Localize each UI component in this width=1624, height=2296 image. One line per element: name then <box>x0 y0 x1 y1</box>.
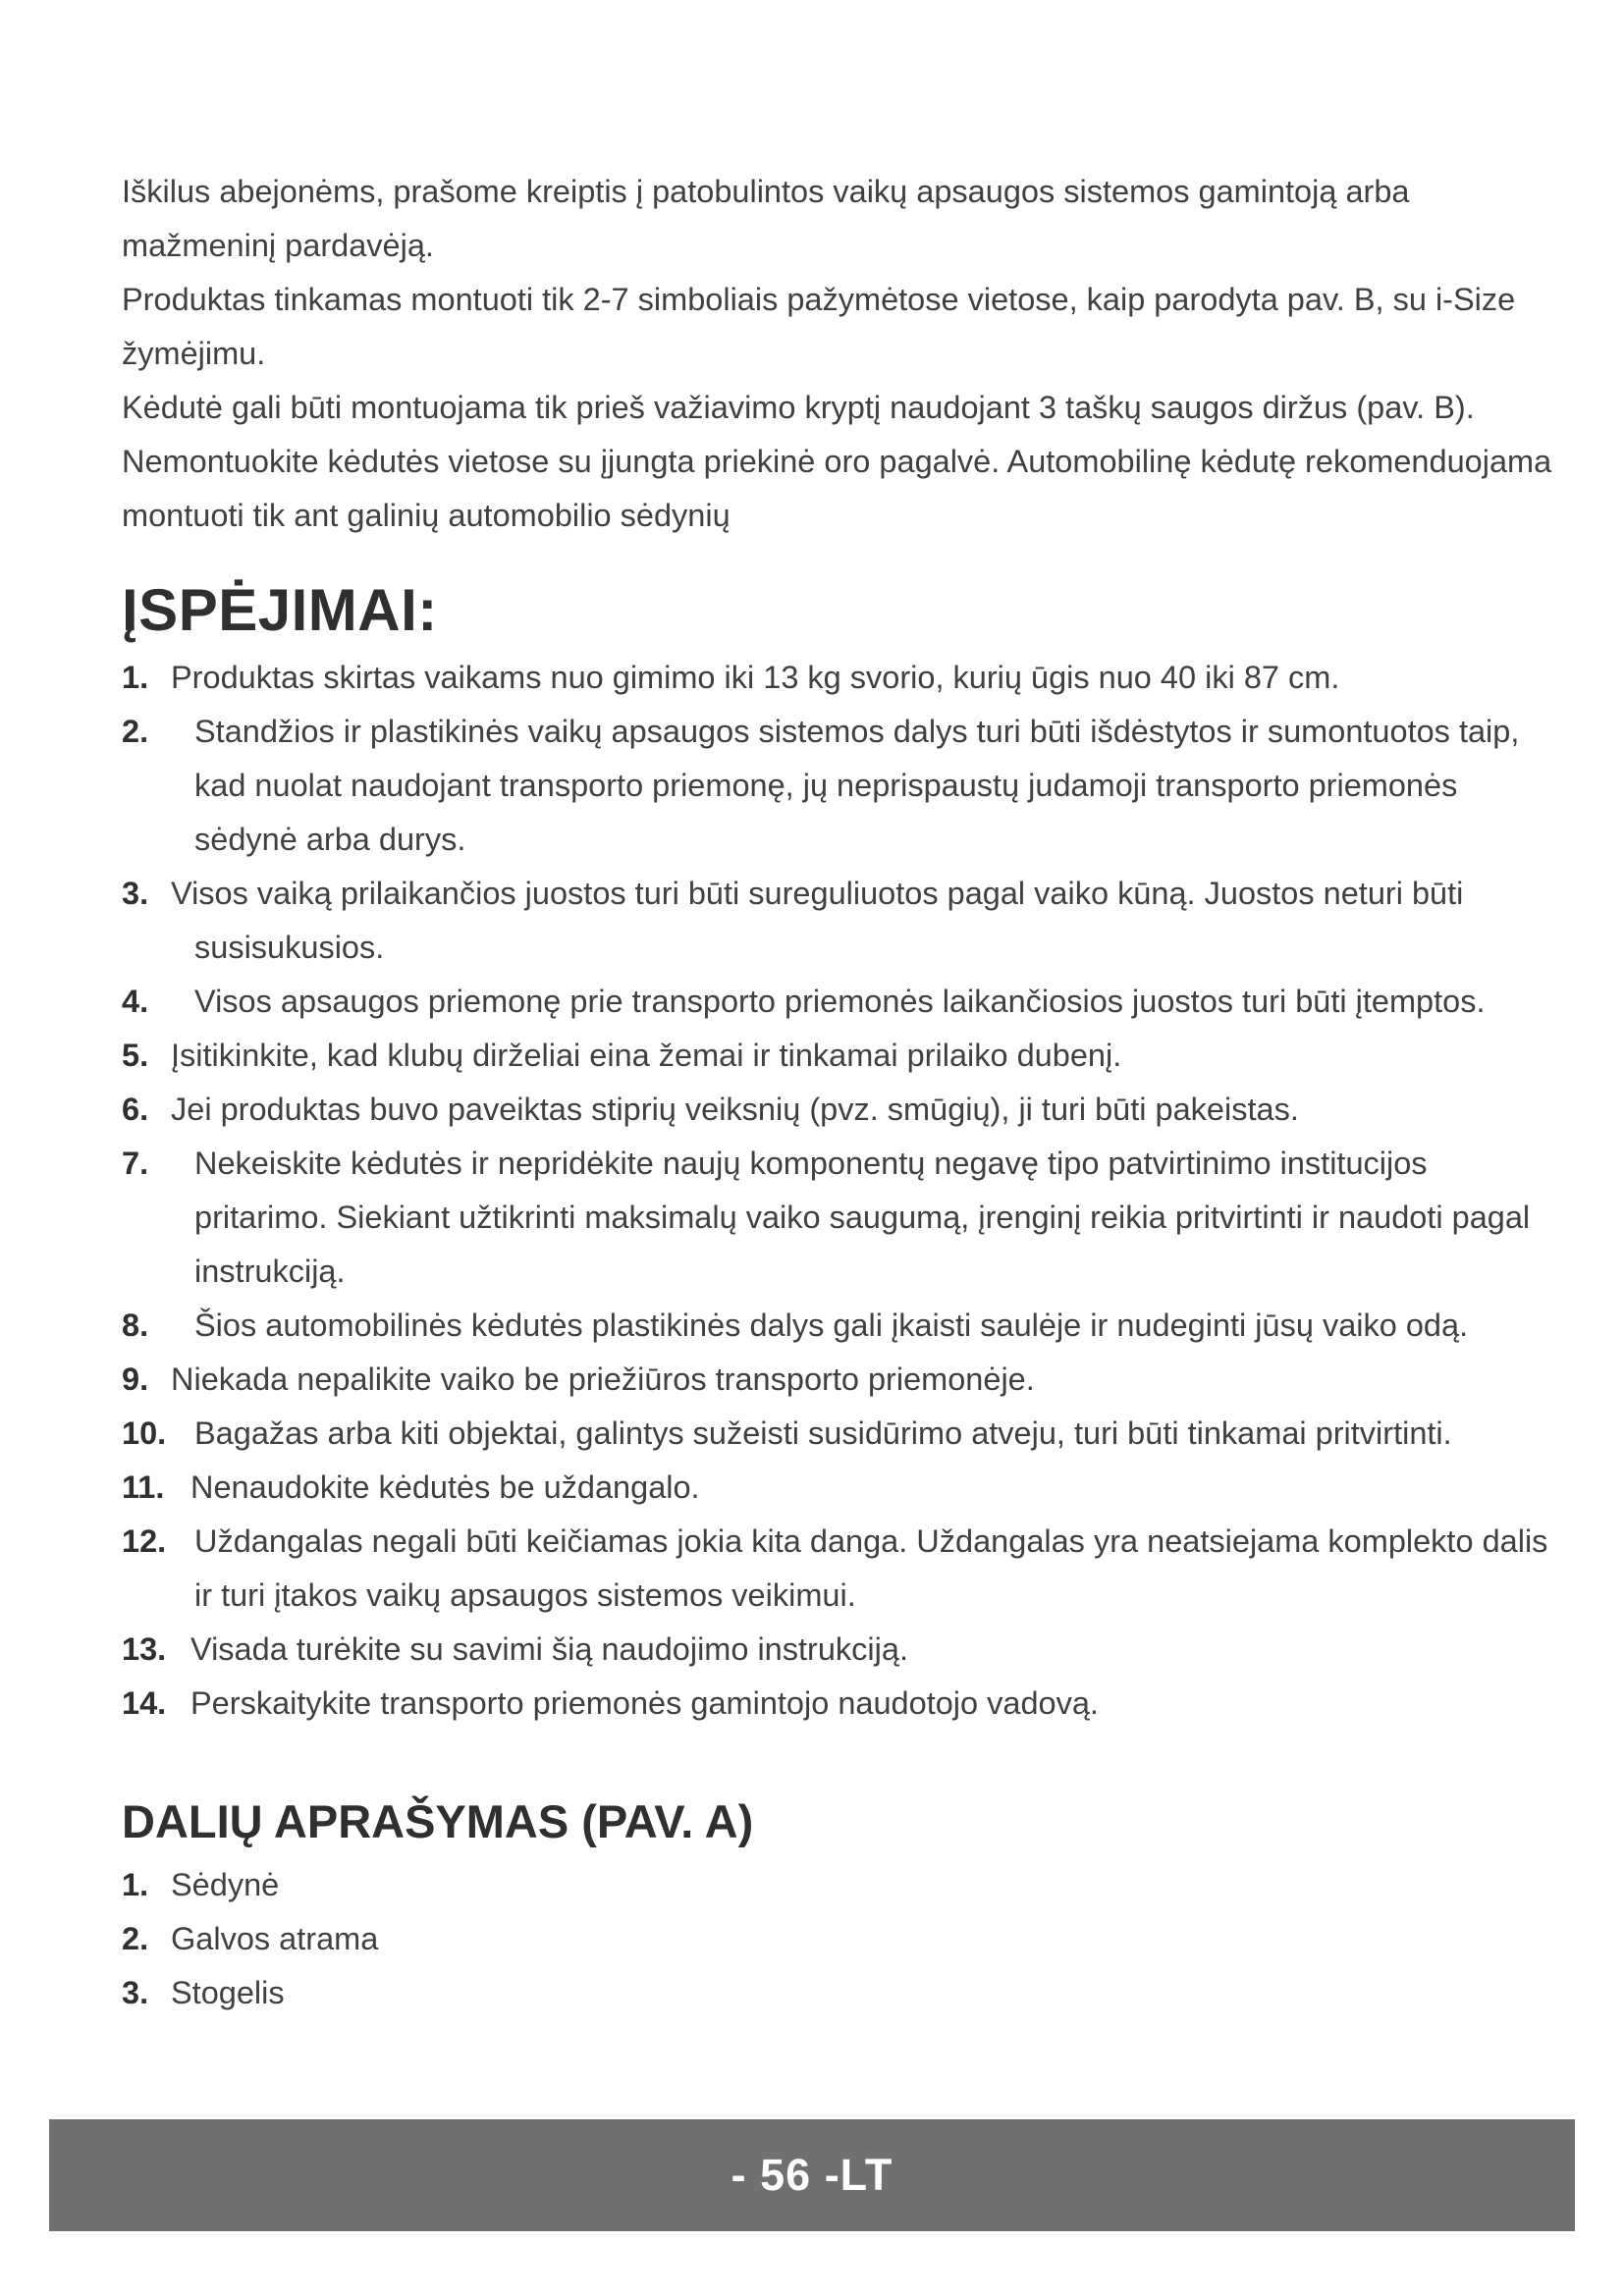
warning-number: 1. <box>122 660 149 695</box>
part-text: Stogelis <box>171 1975 285 2010</box>
warning-number: 3. <box>122 876 149 911</box>
part-text: Galvos atrama <box>171 1921 379 1956</box>
part-item-3 <box>122 1966 1561 2020</box>
parts-title: DALIŲ APRAŠYMAS (PAV. A) <box>122 1795 754 1847</box>
warning-number: 9. <box>122 1362 149 1397</box>
warning-text: Bagažas arba kiti objektai, galintys sužeisti susidūrimo atveju, turi būti tinkamai pritvirtinti. <box>194 1415 1452 1451</box>
warning-text: Visos apsaugos priemonę prie transporto priemonės laikančiosios juostos turi būti įtemptos. <box>194 984 1486 1019</box>
intro-paragraph-1: Iškilus abejonėms, prašome kreiptis į patobulintos vaikų apsaugos sistemos gamintoją arba mažmeninį pardavėją. <box>122 174 1410 263</box>
page-content <box>122 165 1561 2020</box>
warning-number: 14. <box>122 1685 167 1721</box>
warnings-title: ĮSPĖJIMAI: <box>122 577 438 643</box>
warning-item-10 <box>122 1407 1561 1461</box>
warning-number: 8. <box>122 1308 149 1343</box>
warning-item-5 <box>122 1029 1561 1083</box>
warning-text: Nekeiskite kėdutės ir nepridėkite naujų komponentų negavę tipo patvirtinimo institucijos pritarimo. Siekiant užtikrinti maksimalų vaiko saugumą, įrenginį reikia pritvirtinti ir naudoti pagal instrukciją. <box>194 1146 1531 1289</box>
warning-item-7 <box>122 1137 1561 1299</box>
warning-number: 10. <box>122 1415 167 1451</box>
warning-number: 13. <box>122 1631 167 1667</box>
warning-item-8 <box>122 1299 1561 1353</box>
warning-text: Produktas skirtas vaikams nuo gimimo iki 13 kg svorio, kurių ūgis nuo 40 iki 87 cm. <box>171 660 1340 695</box>
warning-number: 5. <box>122 1038 149 1073</box>
warning-number: 12. <box>122 1523 167 1559</box>
warning-item-14 <box>122 1677 1561 1731</box>
warning-item-4 <box>122 975 1561 1029</box>
warning-item-9 <box>122 1353 1561 1407</box>
warning-item-6 <box>122 1083 1561 1137</box>
warning-text: Nenaudokite kėdutės be uždangalo. <box>190 1469 700 1505</box>
intro-section <box>122 165 1561 543</box>
warnings-list <box>122 651 1561 1731</box>
warning-item-11 <box>122 1461 1561 1515</box>
intro-paragraph-3: Kėdutė gali būti montuojama tik prieš važiavimo kryptį naudojant 3 taškų saugos diržus (pav. B). Nemontuokite kėdutės vietose su įjungta priekinė oro pagalvė. Automobilinę kėdutę rekomenduojama montuoti tik ant galinių automobilio sėdynių <box>122 390 1552 533</box>
warning-text: Įsitikinkite, kad klubų dirželiai eina žemai ir tinkamai prilaiko dubenį. <box>171 1038 1122 1073</box>
page-number: - 56 -LT <box>731 2150 893 2200</box>
warning-number: 6. <box>122 1092 149 1127</box>
part-number: 1. <box>122 1867 149 1902</box>
warning-number: 2. <box>122 714 149 749</box>
part-item-2 <box>122 1912 1561 1966</box>
warning-text: Standžios ir plastikinės vaikų apsaugos sistemos dalys turi būti išdėstytos ir sumontuotos taip, kad nuolat naudojant transporto priemonę, jų neprispaustų judamoji transporto priemonės sėdynė arba durys. <box>194 714 1520 857</box>
part-text: Sėdynė <box>171 1867 280 1902</box>
warning-text: Visada turėkite su savimi šią naudojimo instrukciją. <box>190 1631 908 1667</box>
warning-text: Jei produktas buvo paveiktas stiprių veiksnių (pvz. smūgių), ji turi būti pakeistas. <box>171 1092 1299 1127</box>
warning-item-2 <box>122 705 1561 867</box>
part-item-1 <box>122 1858 1561 1912</box>
warning-text: Niekada nepalikite vaiko be priežiūros transporto priemonėje. <box>171 1362 1035 1397</box>
warning-number: 4. <box>122 984 149 1019</box>
part-number: 3. <box>122 1975 149 2010</box>
warning-text: Šios automobilinės kėdutės plastikinės dalys gali įkaisti saulėje ir nudeginti jūsų vaiko odą. <box>194 1308 1469 1343</box>
warning-item-3 <box>122 867 1561 975</box>
warning-text: Uždangalas negali būti keičiamas jokia kita danga. Uždangalas yra neatsiejama komplekto dalis ir turi įtakos vaikų apsaugos sistemos veikimui. <box>194 1523 1548 1613</box>
intro-paragraph-2: Produktas tinkamas montuoti tik 2-7 simboliais pažymėtose vietose, kaip parodyta pav. B, su i-Size žymėjimu. <box>122 282 1516 371</box>
warning-number: 7. <box>122 1146 149 1181</box>
part-number: 2. <box>122 1921 149 1956</box>
page-footer <box>49 2119 1575 2231</box>
warning-text: Visos vaiką prilaikančios juostos turi būti sureguliuotos pagal vaiko kūną. Juostos neturi būti susisukusios. <box>171 876 1464 965</box>
warning-item-1 <box>122 651 1561 705</box>
warning-text: Perskaitykite transporto priemonės gamintojo naudotojo vadovą. <box>190 1685 1099 1721</box>
warning-item-13 <box>122 1623 1561 1677</box>
warning-item-12 <box>122 1515 1561 1623</box>
parts-list <box>122 1858 1561 2020</box>
warning-number: 11. <box>122 1469 165 1505</box>
